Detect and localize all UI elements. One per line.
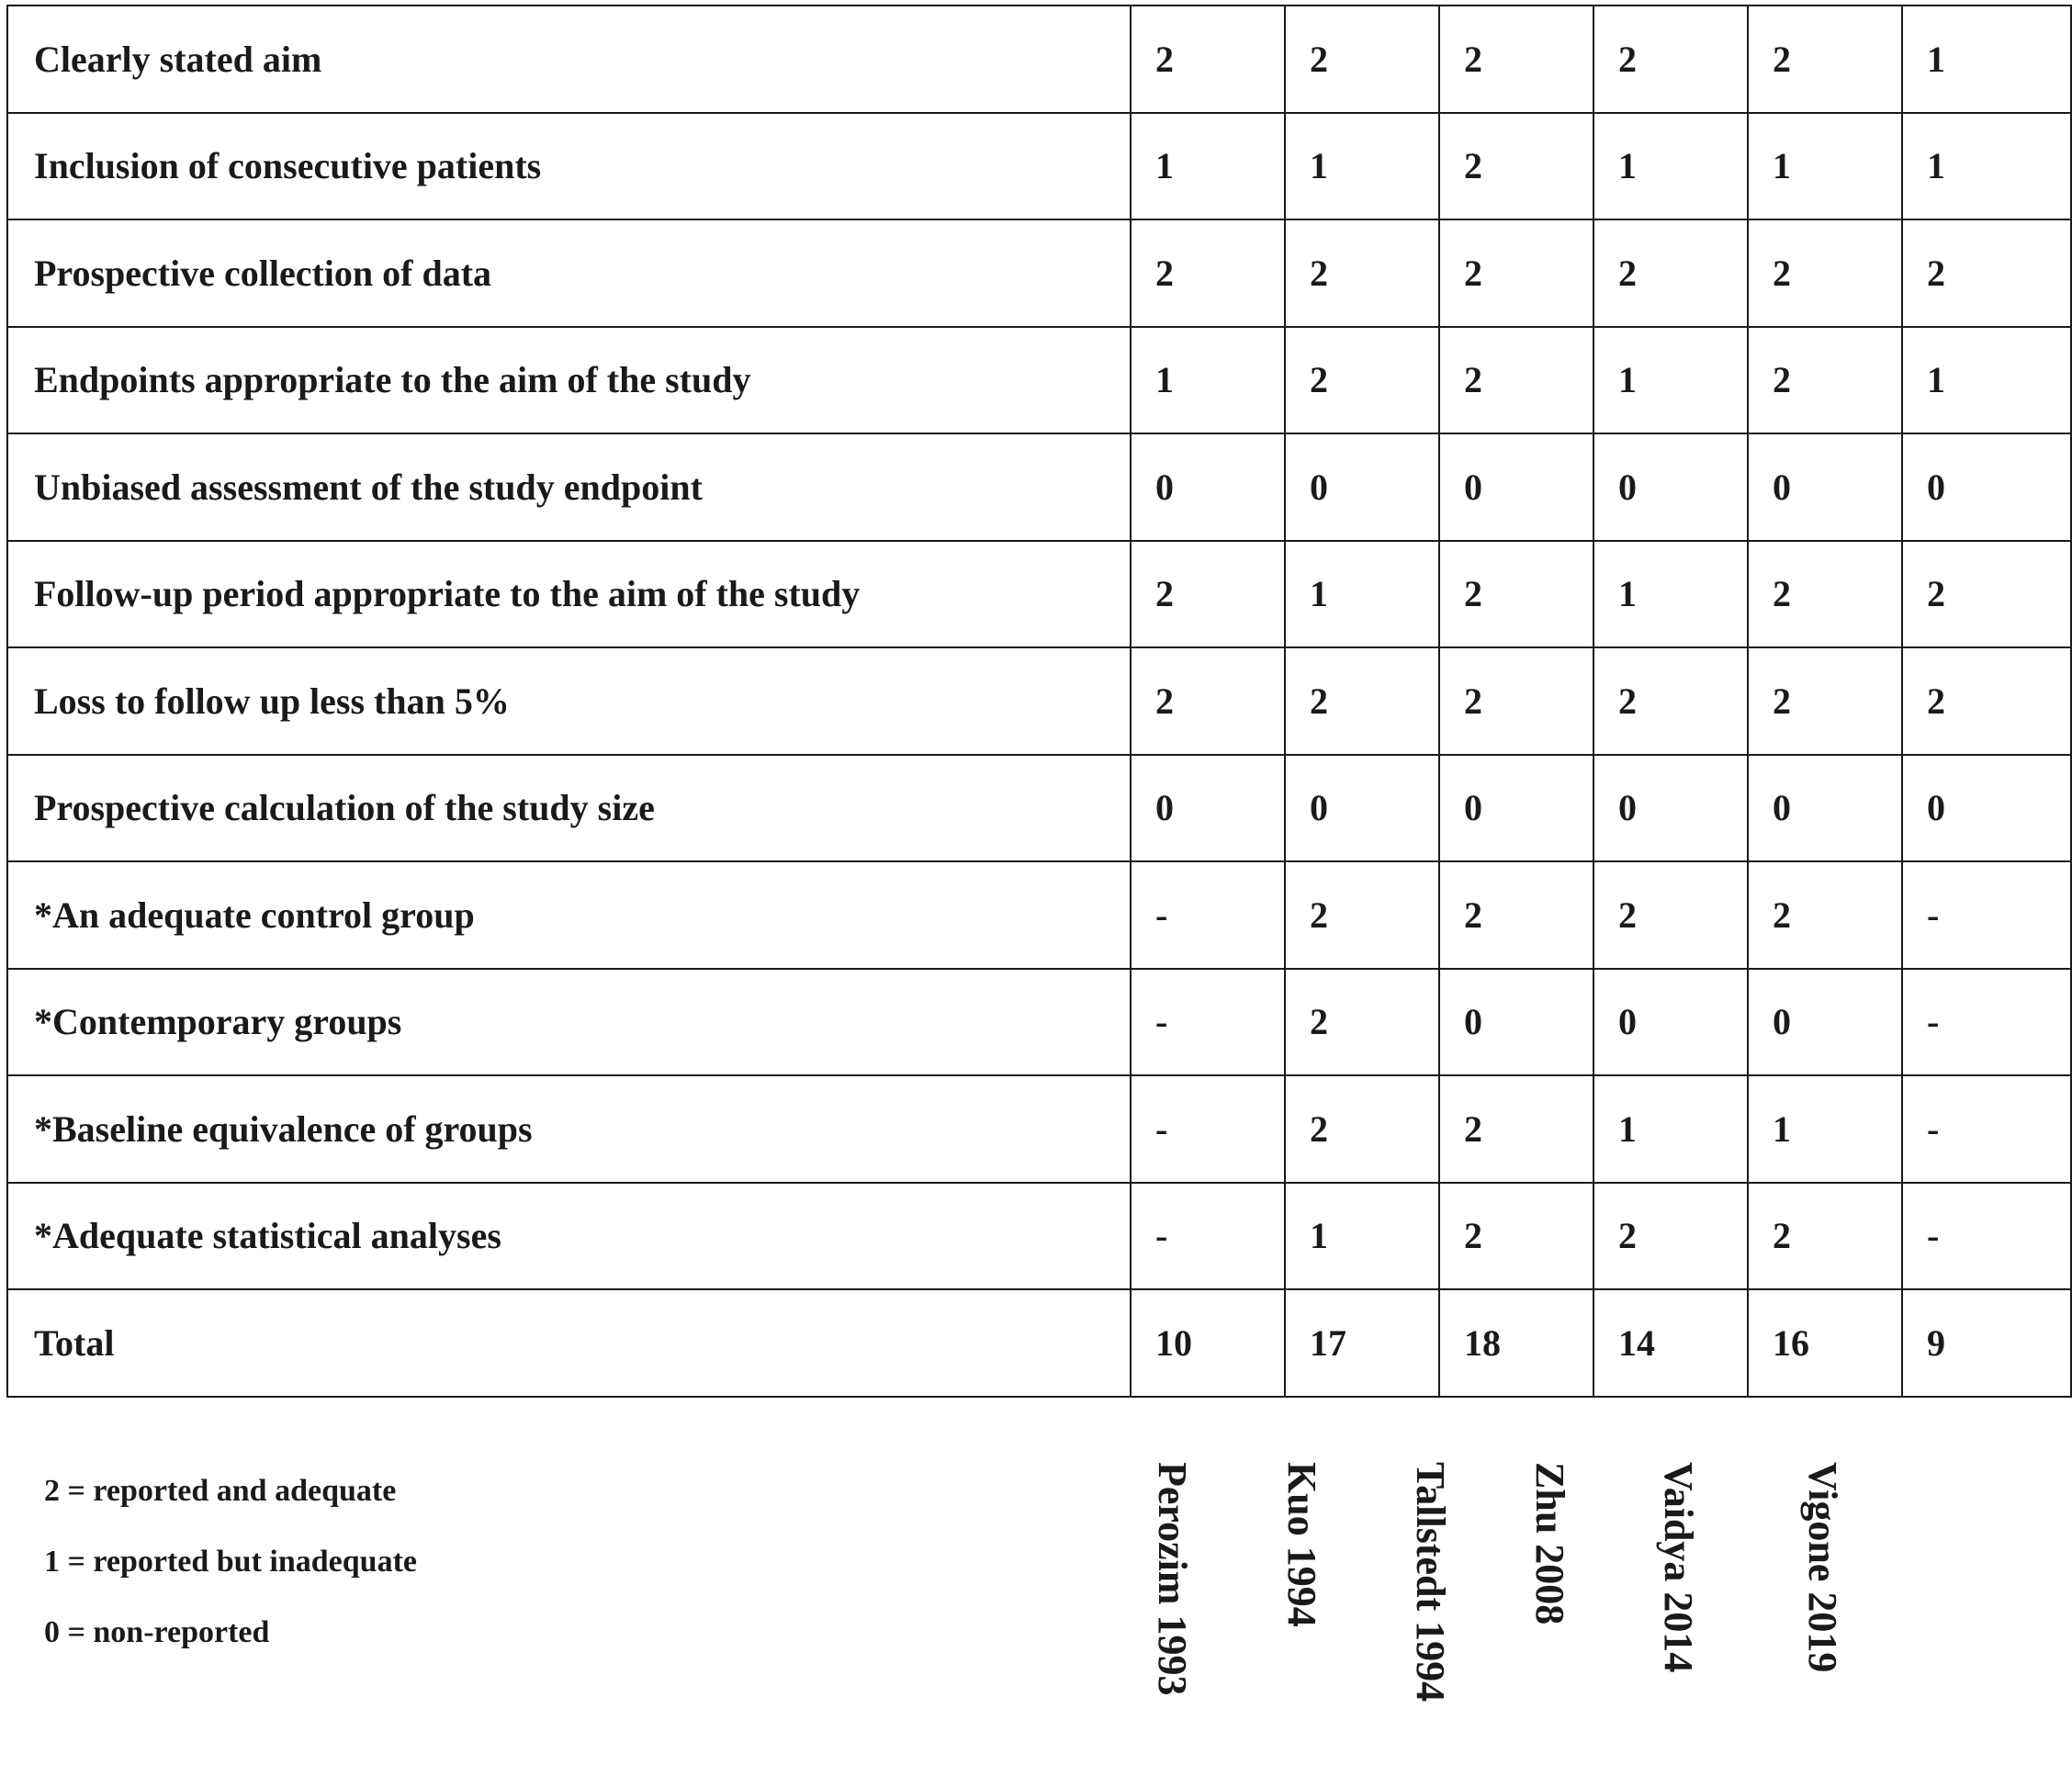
score-cell: 16 — [1748, 1289, 1902, 1397]
criterion-cell: Endpoints appropriate to the aim of the study — [7, 327, 1131, 434]
score-cell: 2 — [1439, 1075, 1593, 1183]
score-cell: 2 — [1902, 541, 2071, 648]
score-cell: - — [1902, 1183, 2071, 1290]
score-cell: 2 — [1285, 647, 1439, 755]
score-cell: 0 — [1748, 433, 1902, 541]
table-row — [7, 113, 2071, 220]
score-cell: 2 — [1439, 113, 1593, 220]
criterion-cell: Unbiased assessment of the study endpoint — [7, 433, 1131, 541]
score-cell: 0 — [1285, 433, 1439, 541]
score-cell: 0 — [1439, 969, 1593, 1076]
score-cell: 2 — [1131, 541, 1285, 648]
score-cell: 1 — [1593, 1075, 1748, 1183]
score-cell: 2 — [1902, 219, 2071, 327]
table-row — [7, 327, 2071, 434]
score-cell: 2 — [1593, 861, 1748, 969]
legend — [44, 1456, 417, 1668]
score-cell: 2 — [1748, 541, 1902, 648]
study-label-tallstedt-1994: Tallstedt 1994 — [1408, 1462, 1453, 1703]
score-cell: 1 — [1285, 113, 1439, 220]
score-cell: 1 — [1593, 327, 1748, 434]
score-cell: 2 — [1748, 861, 1902, 969]
score-cell: - — [1902, 861, 2071, 969]
score-cell: 2 — [1593, 219, 1748, 327]
criterion-cell: Loss to follow up less than 5% — [7, 647, 1131, 755]
score-cell: 2 — [1285, 327, 1439, 434]
score-cell: 2 — [1748, 1183, 1902, 1290]
score-cell: 1 — [1902, 113, 2071, 220]
score-cell: - — [1131, 861, 1285, 969]
criterion-cell: Prospective collection of data — [7, 219, 1131, 327]
score-cell: 1 — [1593, 113, 1748, 220]
score-cell: 2 — [1748, 219, 1902, 327]
score-cell: - — [1902, 1075, 2071, 1183]
score-cell: 2 — [1285, 219, 1439, 327]
score-cell: 2 — [1285, 1075, 1439, 1183]
criterion-cell: *Adequate statistical analyses — [7, 1183, 1131, 1290]
score-cell: - — [1131, 969, 1285, 1076]
criterion-cell: *Contemporary groups — [7, 969, 1131, 1076]
score-cell: 2 — [1439, 861, 1593, 969]
score-cell: 0 — [1902, 433, 2071, 541]
score-cell: 0 — [1748, 755, 1902, 862]
table-row — [7, 541, 2071, 648]
score-cell: 2 — [1439, 647, 1593, 755]
score-cell: 0 — [1593, 969, 1748, 1076]
criterion-cell: Follow-up period appropriate to the aim of the study — [7, 541, 1131, 648]
criterion-cell: Prospective calculation of the study size — [7, 755, 1131, 862]
score-cell: 0 — [1439, 755, 1593, 862]
score-cell: 0 — [1593, 755, 1748, 862]
table-row — [7, 6, 2071, 113]
criterion-cell: *Baseline equivalence of groups — [7, 1075, 1131, 1183]
score-cell: 1 — [1593, 541, 1748, 648]
study-label-perozim-1993: Perozim 1993 — [1150, 1462, 1195, 1696]
score-cell: 0 — [1131, 433, 1285, 541]
criterion-cell: *An adequate control group — [7, 861, 1131, 969]
score-cell: 0 — [1131, 755, 1285, 862]
score-cell: 2 — [1748, 6, 1902, 113]
score-cell: 2 — [1439, 541, 1593, 648]
score-cell: 2 — [1285, 6, 1439, 113]
score-cell: 2 — [1748, 327, 1902, 434]
study-label-kuo-1994: Kuo 1994 — [1279, 1462, 1324, 1627]
criterion-cell: Clearly stated aim — [7, 6, 1131, 113]
table-row — [7, 755, 2071, 862]
score-cell: 1 — [1748, 1075, 1902, 1183]
criterion-cell: Inclusion of consecutive patients — [7, 113, 1131, 220]
score-cell: 9 — [1902, 1289, 2071, 1397]
score-cell: 1 — [1131, 113, 1285, 220]
score-cell: 18 — [1439, 1289, 1593, 1397]
score-cell: 2 — [1131, 219, 1285, 327]
score-cell: 17 — [1285, 1289, 1439, 1397]
score-cell: 2 — [1131, 6, 1285, 113]
score-cell: 0 — [1902, 755, 2071, 862]
study-label-zhu-2008: Zhu 2008 — [1527, 1462, 1572, 1625]
score-cell: - — [1131, 1075, 1285, 1183]
criterion-cell: Total — [7, 1289, 1131, 1397]
table-row — [7, 1075, 2071, 1183]
table-row — [7, 861, 2071, 969]
score-cell: 0 — [1285, 755, 1439, 862]
score-cell: 0 — [1593, 433, 1748, 541]
score-cell: 2 — [1439, 6, 1593, 113]
score-cell: 1 — [1902, 6, 2071, 113]
score-cell: 0 — [1748, 969, 1902, 1076]
score-cell: 1 — [1902, 327, 2071, 434]
score-cell: 2 — [1439, 219, 1593, 327]
score-cell: 1 — [1748, 113, 1902, 220]
score-cell: 1 — [1285, 541, 1439, 648]
legend-item-0: 0 = non-reported — [44, 1615, 270, 1649]
table-row — [7, 647, 2071, 755]
score-cell: - — [1131, 1183, 1285, 1290]
study-label-vigone-2019: Vigone 2019 — [1800, 1462, 1845, 1673]
total-row — [7, 1289, 2071, 1397]
score-cell: 2 — [1593, 6, 1748, 113]
quality-score-table — [6, 5, 2072, 1398]
score-cell: 2 — [1439, 327, 1593, 434]
score-cell: 2 — [1131, 647, 1285, 755]
score-cell: 2 — [1593, 647, 1748, 755]
score-cell: 14 — [1593, 1289, 1748, 1397]
score-cell: 10 — [1131, 1289, 1285, 1397]
score-cell: - — [1902, 969, 2071, 1076]
score-cell: 2 — [1593, 1183, 1748, 1290]
score-cell: 2 — [1439, 1183, 1593, 1290]
score-cell: 2 — [1285, 861, 1439, 969]
legend-item-2: 2 = reported and adequate — [44, 1474, 397, 1508]
score-cell: 2 — [1902, 647, 2071, 755]
score-cell: 2 — [1285, 969, 1439, 1076]
table-row — [7, 219, 2071, 327]
table-row — [7, 1183, 2071, 1290]
table-row — [7, 969, 2071, 1076]
score-cell: 1 — [1285, 1183, 1439, 1290]
study-label-vaidya-2014: Vaidya 2014 — [1656, 1462, 1701, 1673]
score-cell: 1 — [1131, 327, 1285, 434]
score-cell: 2 — [1748, 647, 1902, 755]
table-row — [7, 433, 2071, 541]
legend-item-1: 1 = reported but inadequate — [44, 1545, 417, 1579]
score-cell: 0 — [1439, 433, 1593, 541]
